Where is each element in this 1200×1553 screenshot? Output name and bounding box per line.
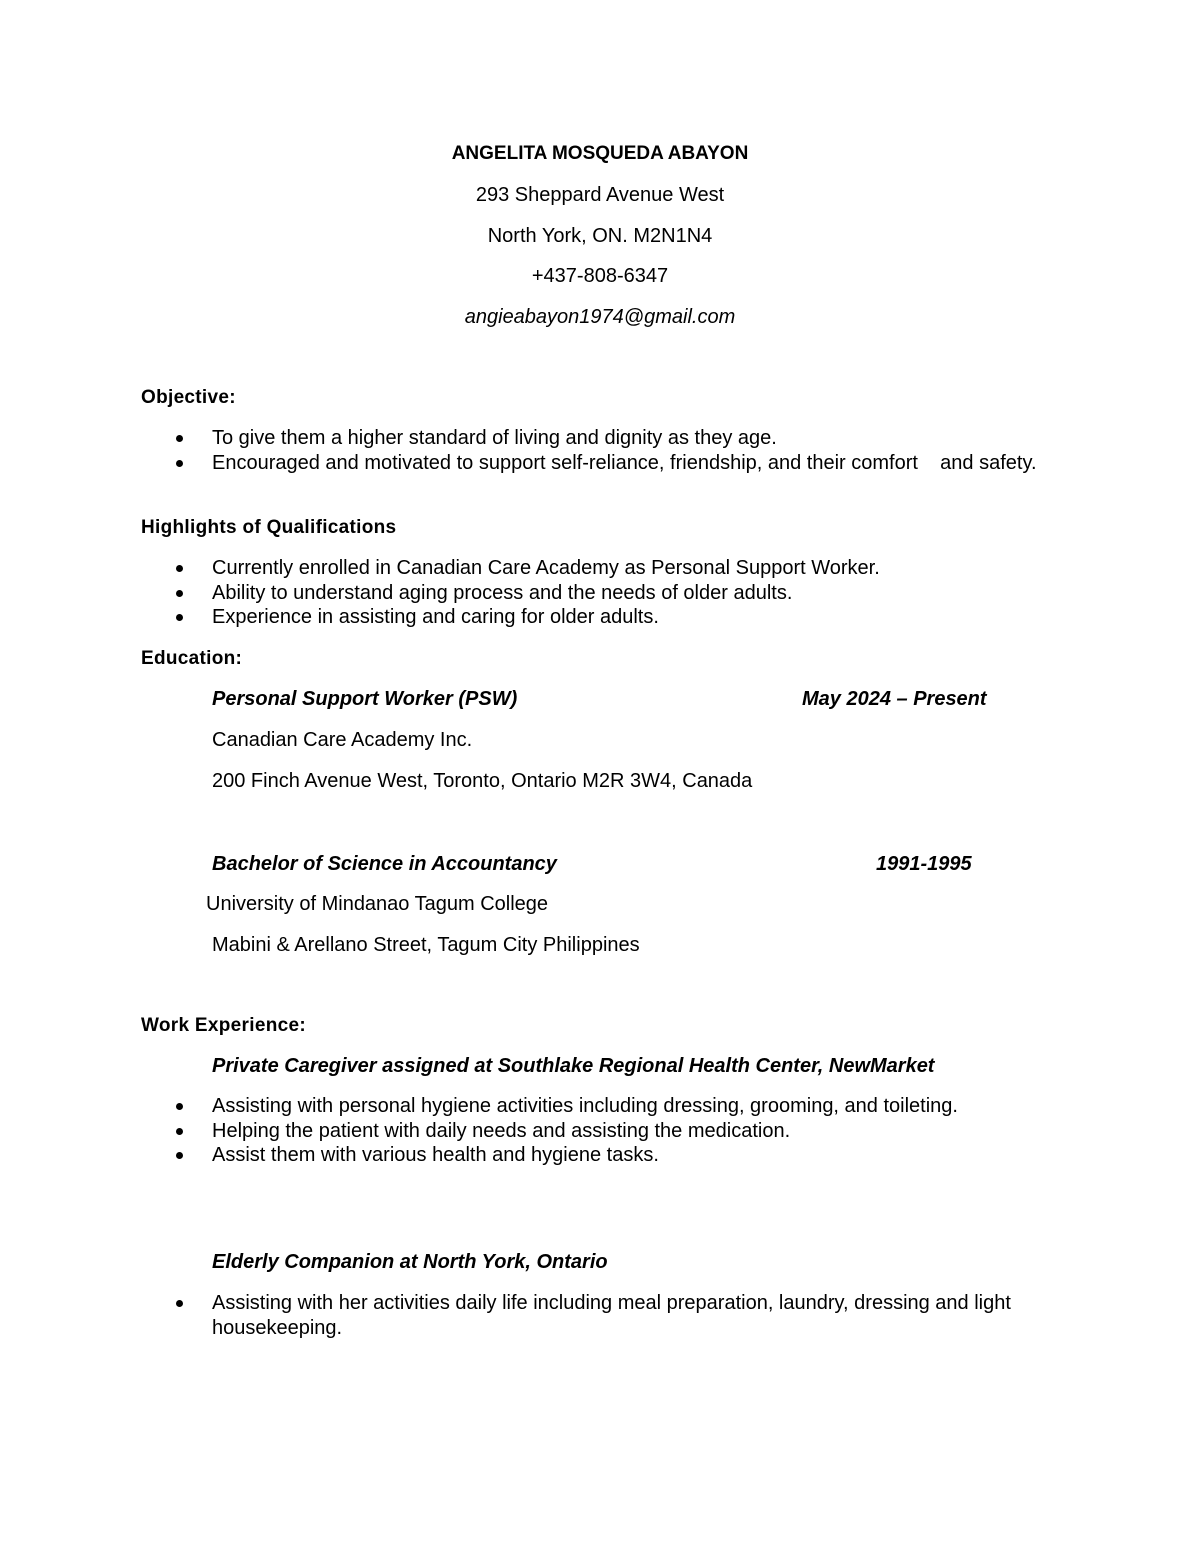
job-title-1: Private Caregiver assigned at Southlake Regional Health Center, NewMarket <box>212 1055 935 1077</box>
objective-heading: Objective: <box>141 387 236 408</box>
education-school-1: Canadian Care Academy Inc. <box>212 729 473 751</box>
list-item <box>0 1143 1042 1168</box>
list-item <box>0 451 1042 476</box>
job-1-duty-1: Assisting with personal hygiene activities including dressing, grooming, and toileting. <box>212 1095 958 1117</box>
list-item <box>0 605 1042 630</box>
bullet-icon <box>176 1152 183 1159</box>
bullet-icon <box>176 1300 183 1307</box>
list-item <box>0 1119 1042 1144</box>
education-date-2: 1991-1995 <box>876 853 972 875</box>
objective-list <box>0 426 1042 475</box>
education-date-1: May 2024 – Present <box>802 688 987 710</box>
qualification-item-3: Experience in assisting and caring for older adults. <box>212 606 659 628</box>
qualification-item-2: Ability to understand aging process and the needs of older adults. <box>212 581 793 604</box>
address-line-1: 293 Sheppard Avenue West <box>475 184 725 206</box>
email-address: angieabayon1974@gmail.com <box>464 306 736 328</box>
bullet-icon <box>176 460 183 467</box>
education-title-2: Bachelor of Science in Accountancy <box>212 853 557 875</box>
education-address-2: Mabini & Arellano Street, Tagum City Philippines <box>212 934 640 956</box>
job-2-duties <box>0 1291 1042 1340</box>
job-1-duties <box>0 1094 1042 1168</box>
applicant-name: ANGELITA MOSQUEDA ABAYON <box>451 143 749 164</box>
phone-number: +437-808-6347 <box>531 265 669 287</box>
objective-item-2: Encouraged and motivated to support self-reliance, friendship, and their comfort and safety. <box>212 451 1037 474</box>
job-2-duty-1: Assisting with her activities daily life including meal preparation, laundry, dressing and light housekeeping. <box>212 1292 1011 1339</box>
education-title-1: Personal Support Worker (PSW) <box>212 688 518 710</box>
bullet-icon <box>176 1128 183 1135</box>
qualification-item-1: Currently enrolled in Canadian Care Academy as Personal Support Worker. <box>212 557 880 579</box>
list-item <box>0 556 1042 581</box>
list-item <box>0 426 1042 451</box>
job-1-duty-2: Helping the patient with daily needs and assisting the medication. <box>212 1119 791 1142</box>
list-item <box>0 1094 1042 1119</box>
education-address-1: 200 Finch Avenue West, Toronto, Ontario M2R 3W4, Canada <box>212 770 753 792</box>
work-heading: Work Experience: <box>141 1015 306 1036</box>
qualifications-list <box>0 556 1042 630</box>
list-item <box>0 581 1042 606</box>
bullet-icon <box>176 1103 183 1110</box>
objective-item-1: To give them a higher standard of living and dignity as they age. <box>212 427 777 449</box>
bullet-icon <box>176 614 183 621</box>
job-title-2: Elderly Companion at North York, Ontario <box>212 1251 608 1273</box>
education-heading: Education: <box>141 648 243 669</box>
address-line-2: North York, ON. M2N1N4 <box>487 225 713 247</box>
job-1-duty-3: Assist them with various health and hygiene tasks. <box>212 1144 659 1166</box>
bullet-icon <box>176 590 183 597</box>
bullet-icon <box>176 565 183 572</box>
bullet-icon <box>176 435 183 442</box>
education-school-2: University of Mindanao Tagum College <box>206 893 549 915</box>
qualifications-heading: Highlights of Qualifications <box>141 517 397 538</box>
list-item <box>0 1291 1042 1340</box>
